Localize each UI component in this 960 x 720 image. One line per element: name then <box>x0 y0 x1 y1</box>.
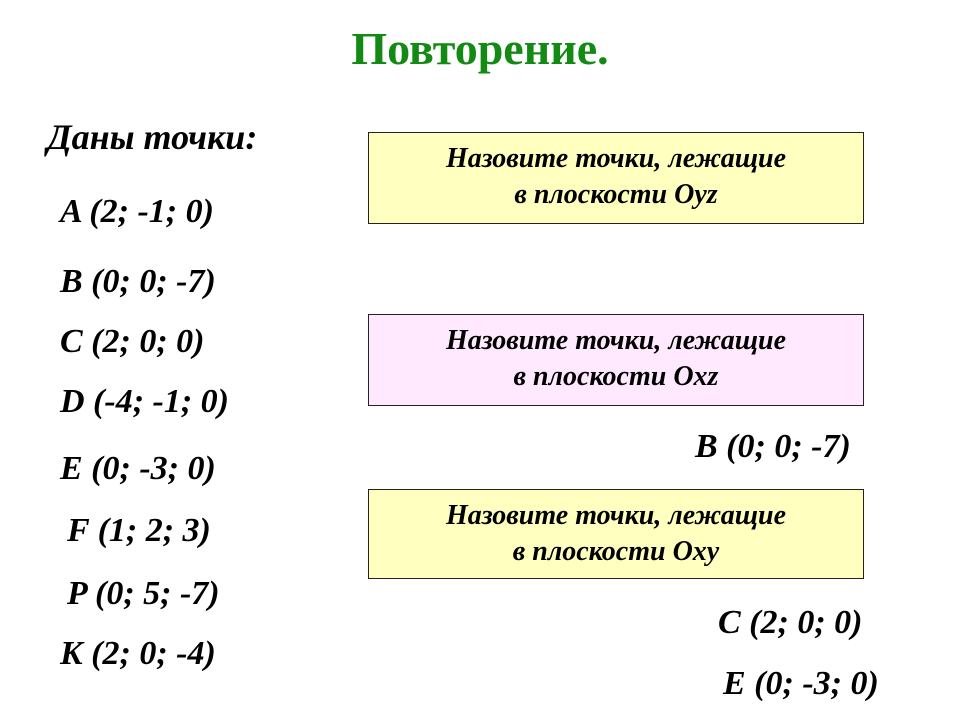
point-f: F (1; 2; 3) <box>67 512 211 549</box>
question-oyz-line2: в плоскости Oyz <box>514 179 718 210</box>
question-box-oyz <box>368 132 864 224</box>
question-oyz-line1: Назовите точки, лежащие <box>445 143 787 174</box>
point-k: K (2; 0; -4) <box>60 635 216 672</box>
point-b: B (0; 0; -7) <box>60 263 216 300</box>
question-box-oxy <box>368 489 864 579</box>
answer-oxy-c: C (2; 0; 0) <box>718 604 863 641</box>
given-points-label: Даны точки: <box>47 117 258 157</box>
point-d: D (-4; -1; 0) <box>60 383 229 420</box>
point-c: C (2; 0; 0) <box>60 323 205 360</box>
question-oxy-line1: Назовите точки, лежащие <box>445 500 787 531</box>
point-p: P (0; 5; -7) <box>67 575 220 612</box>
answer-oxy-e: E (0; -3; 0) <box>723 665 879 702</box>
point-a: A (2; -1; 0) <box>60 193 214 230</box>
question-oxz-line2: в плоскости Oxz <box>513 361 719 392</box>
answer-oxz-b: B (0; 0; -7) <box>695 428 851 465</box>
point-e: E (0; -3; 0) <box>60 450 216 487</box>
slide-title: Повторение. <box>351 23 609 74</box>
question-box-oxz <box>368 314 864 406</box>
question-oxz-line1: Назовите точки, лежащие <box>445 325 787 356</box>
question-oxy-line2: в плоскости Oxy <box>512 536 720 567</box>
